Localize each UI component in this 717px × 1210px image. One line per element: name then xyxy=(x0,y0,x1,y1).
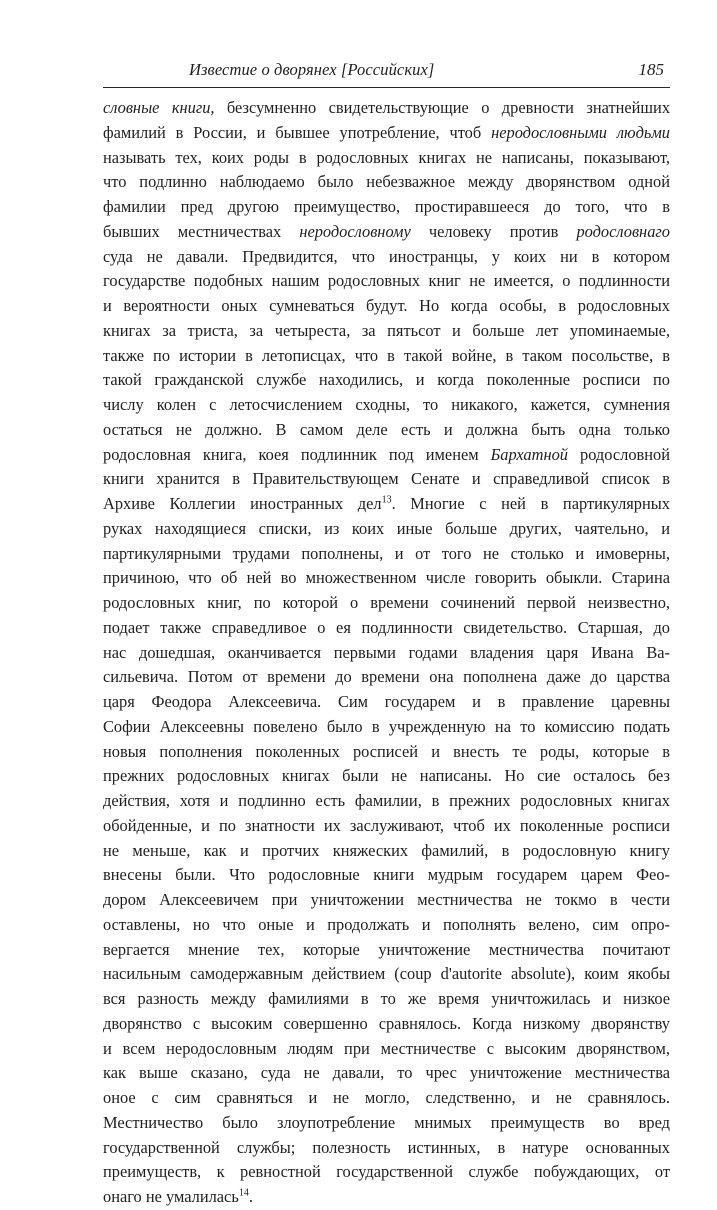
running-title: Известие о дворянех [Российских] xyxy=(189,60,435,79)
text-segment: не меньше, как и протчих княжеских фамилий, в родословную книгу xyxy=(103,840,670,860)
text-segment: книги хранится в Правительствующем Сенате и справедливой список в xyxy=(103,469,670,489)
page-header xyxy=(103,60,670,86)
text-segment: внесены были. Что родословные книги мудрым государем царем Фео- xyxy=(103,865,670,885)
text-line xyxy=(103,987,670,1012)
text-line xyxy=(103,294,670,319)
text-line xyxy=(103,1160,670,1185)
text-line xyxy=(103,690,670,715)
italic-text: родословнаго xyxy=(576,221,670,241)
text-line xyxy=(103,1185,670,1210)
text-line xyxy=(103,393,670,418)
text-line xyxy=(103,517,670,542)
text-segment: новыя пополнения поколенных росписей и внесть те роды, которые в xyxy=(103,741,670,761)
text-line xyxy=(103,443,670,468)
text-segment: родословная книга, коея подлинник под именем xyxy=(103,444,491,464)
text-segment: вся разность между фамилиями в то же время уничтожилась и низкое xyxy=(103,989,670,1008)
footnote-ref: 14 xyxy=(238,1187,249,1199)
text-line xyxy=(103,269,670,294)
text-line xyxy=(103,814,670,839)
text-segment: бывших местничествах xyxy=(103,221,300,241)
text-line xyxy=(103,938,670,963)
text-segment: оное с сим сравняться и не могло, следственно, и не сравнялось. xyxy=(103,1088,670,1107)
text-line xyxy=(103,863,670,888)
text-segment: числу колен с летосчислением сходны, то никакого, кажется, сумнения xyxy=(103,395,670,414)
text-line xyxy=(103,962,670,987)
italic-text: неродословному xyxy=(299,221,411,241)
text-segment: и всем неродословным людям при местничестве с высоким дворянством, xyxy=(103,1038,670,1058)
text-segment: подает также справедливое о ея подлинности свидетельство. Старшая, до xyxy=(103,617,670,637)
text-segment: причиною, что об ней во множественном числе говорить обыкли. Старина xyxy=(103,568,670,588)
text-segment: дворянство с высоким совершенно сравнялось. Когда низкому дворянству xyxy=(103,1013,670,1033)
text-line xyxy=(103,616,670,641)
body-text xyxy=(103,96,670,1210)
text-line xyxy=(103,1086,670,1111)
text-line xyxy=(103,1037,670,1062)
italic-text: словные книги, xyxy=(103,98,215,117)
text-line xyxy=(103,492,670,517)
text-line xyxy=(103,121,670,146)
text-segment: и вероятности оных сумневаться будут. Но когда особы, в родословных xyxy=(103,296,670,315)
text-line xyxy=(103,344,670,369)
text-line xyxy=(103,740,670,765)
text-segment: царя Феодора Алексеевича. Сим государем и в правление царевны xyxy=(103,692,670,711)
text-segment: действия, хотя и подлинно есть фамилии, в прежних родословных книгах xyxy=(103,791,670,810)
text-segment: . xyxy=(248,1187,253,1206)
text-line xyxy=(103,665,670,690)
text-segment: сильевича. Потом от времени до времени она пополнена даже до царства xyxy=(103,667,670,687)
text-segment: государственной службы; полезность истинных, в натуре основанных xyxy=(103,1137,670,1157)
text-line xyxy=(103,245,670,270)
text-line xyxy=(103,641,670,666)
text-line xyxy=(103,195,670,220)
text-segment: Местничество было злоупотребление мнимых преимуществ во вред xyxy=(103,1112,670,1132)
text-line xyxy=(103,839,670,864)
text-segment: фамилии пред другою преимущество, простиравшееся до того, что в xyxy=(103,197,670,216)
text-segment: такой гражданской службе находились, и когда поколенные росписи по xyxy=(103,370,670,390)
text-segment: государстве подобных нашим родословных книг не имеется, о подлинности xyxy=(103,271,670,291)
text-segment: нас дошедшая, оканчивается первыми годами владения царя Ивана Ва- xyxy=(103,642,670,662)
text-segment: что подлинно наблюдаемо было небезважное между дворянством одной xyxy=(103,172,670,192)
text-line xyxy=(103,913,670,938)
text-segment: родословной xyxy=(567,444,670,464)
text-line xyxy=(103,715,670,740)
text-segment: партикулярными трудами пополнены, и от того не столько и имоверны, xyxy=(103,543,670,563)
text-line xyxy=(103,170,670,195)
text-segment: безсумненно свидетельствующие о древности знатнейших xyxy=(214,98,671,117)
text-segment: насильным самодержавным действием (coup d'autorite absolute), коим якобы xyxy=(103,964,670,984)
text-line xyxy=(103,467,670,492)
text-line xyxy=(103,146,670,171)
header-rule xyxy=(103,87,670,88)
text-segment: руках находящиеся списки, из коих иные больше других, чаятельно, и xyxy=(103,518,670,538)
text-segment: называть тех, коих роды в родословных книгах не написаны, показывают, xyxy=(103,147,670,167)
text-line xyxy=(103,566,670,591)
text-segment: дором Алексеевичем при уничтожении местничества не токмо в чести xyxy=(103,890,670,909)
text-segment: обойденные, и по знатности их заслуживают, чтоб их поколенные росписи xyxy=(103,815,670,835)
text-line xyxy=(103,764,670,789)
text-segment: прежних родословных книгах были не написаны. Но сие осталось без xyxy=(103,766,670,786)
text-line xyxy=(103,542,670,567)
text-line xyxy=(103,591,670,616)
text-line xyxy=(103,1012,670,1037)
text-line xyxy=(103,418,670,443)
text-line xyxy=(103,1111,670,1136)
text-line xyxy=(103,1061,670,1086)
italic-text: Бархатной xyxy=(490,444,568,464)
text-segment: книгах за триста, за четыреста, за пятьсот и больше лет упоминаемые, xyxy=(103,320,670,340)
text-segment: фамилий в России, и бывшее употребление, чтоб xyxy=(103,122,492,142)
text-line xyxy=(103,368,670,393)
text-segment: остаться не должно. В самом деле есть и должна быть одна только xyxy=(103,419,670,439)
text-segment: человеку против xyxy=(410,221,577,241)
text-segment: онаго не умалилась xyxy=(103,1187,239,1206)
footnote-ref: 13 xyxy=(381,494,392,506)
text-line xyxy=(103,96,670,121)
text-line xyxy=(103,888,670,913)
text-segment: вергается мнение тех, которые уничтожение местничества почитают xyxy=(103,939,670,959)
text-segment: родословных книг, по которой о времени сочинений первой неизвестно, xyxy=(103,593,670,612)
text-line xyxy=(103,220,670,245)
text-line xyxy=(103,789,670,814)
page-number: 185 xyxy=(638,60,664,79)
text-segment: суда не давали. Предвидится, что иностранцы, у коих ни в котором xyxy=(103,246,670,266)
text-segment: Софии Алексеевны повелено было в учрежденную на то комиссию подать xyxy=(103,716,670,736)
text-segment: оставлены, но что оные и продолжать и пополнять велено, сим опро- xyxy=(103,914,670,934)
text-line xyxy=(103,1136,670,1161)
text-line xyxy=(103,319,670,344)
text-segment: как выше сказано, суда не давали, то чрес уничтожение местничества xyxy=(103,1063,670,1083)
text-segment: также по истории в летописцах, что в такой войне, в таком посольстве, в xyxy=(103,345,670,365)
italic-text: неродословными людьми xyxy=(491,122,670,142)
text-segment: . Многие с ней в партикулярных xyxy=(391,494,670,513)
text-segment: преимуществ, к ревностной государственной службе побуждающих, от xyxy=(103,1162,670,1182)
text-segment: Архиве Коллегии иностранных дел xyxy=(103,494,382,513)
